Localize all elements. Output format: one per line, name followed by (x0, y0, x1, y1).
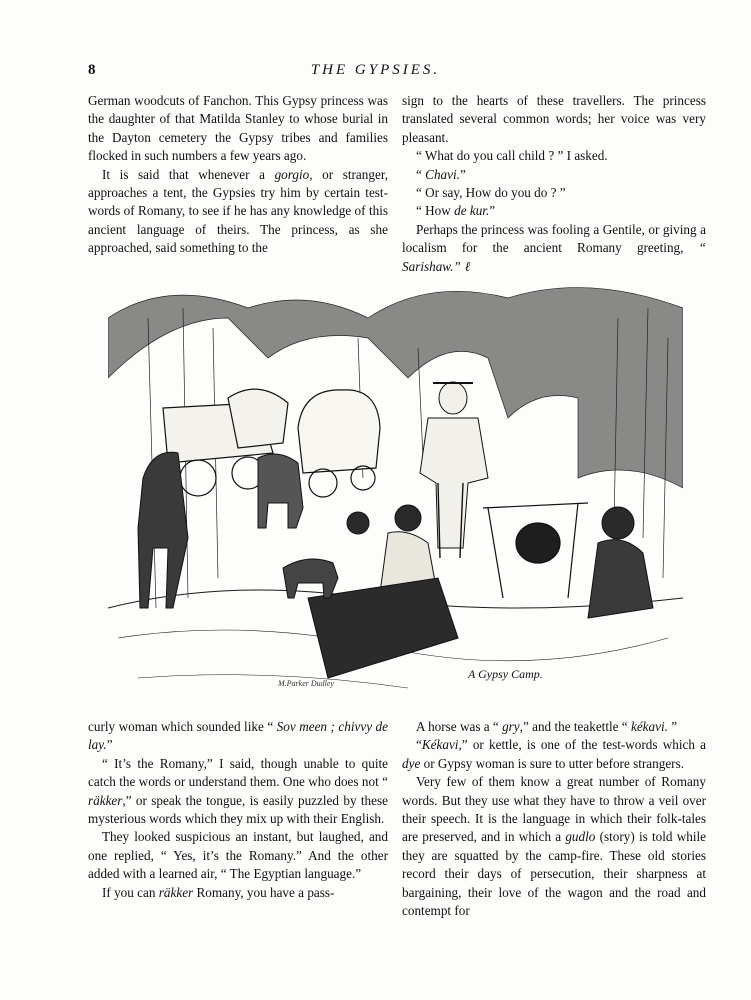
text-run: , or stranger, approaches a tent, the Gypsies try him by certain test-words of Romany, to see if he has any knowledge of this ancient language of theirs. The princess, as she approached, said something to the (88, 166, 388, 256)
text-run: A horse was a “ (416, 719, 503, 734)
text-run: ” (489, 203, 496, 219)
paragraph (88, 166, 388, 258)
romany-phrase: Sov meen ; chivvy de lay. (88, 719, 389, 753)
paragraph (402, 773, 706, 920)
romany-word: “ Sarishaw.” (402, 240, 706, 274)
text-run: Perhaps the princess was fooling a Gentile, or giving a localism for the ancient Romany greeting, (402, 221, 706, 256)
paragraph (402, 221, 706, 276)
paragraph (88, 718, 388, 755)
running-head: THE GYPSIES. (310, 62, 441, 78)
text-run: Romany, you have a pass- (193, 884, 335, 900)
romany-word: gry (502, 719, 520, 734)
text-column-bottom-right (402, 718, 706, 920)
romany-word: de kur. (454, 203, 490, 219)
text-run: ” (106, 737, 113, 753)
romany-word: räkker (158, 884, 194, 900)
dialogue-line: “ Or say, How do you do ? ” (416, 185, 566, 201)
paragraph (88, 755, 388, 829)
romany-word: kékavi. (630, 719, 668, 734)
text-run: curly woman which sounded like “ (88, 719, 277, 734)
text-run: ” (459, 166, 466, 182)
romany-word: Kékavi, (421, 737, 462, 753)
text-run: It is said that whenever a (102, 166, 275, 182)
wagon-covered (298, 390, 380, 497)
seated-women (308, 505, 653, 678)
kettle-tripod (483, 503, 588, 598)
text-run: “ (416, 166, 426, 182)
text-run: or Gypsy woman is sure to utter before strangers. (420, 755, 684, 771)
text-run: ,” and the teakettle “ (519, 719, 631, 734)
horse (138, 452, 303, 608)
text-run: ,” or speak the tongue, is easily puzzled by these mysterious words which they mix up with their English. (88, 792, 388, 827)
paragraph (88, 884, 388, 902)
text-column-bottom-left (88, 718, 388, 902)
romany-word: gudlo (565, 829, 596, 845)
artist-signature: M.Parker Dudley (278, 679, 334, 688)
text-run: “ (416, 737, 422, 753)
romany-word: gorgio (274, 166, 310, 182)
dialogue-line (402, 166, 706, 184)
gypsy-camp-illustration (108, 278, 683, 708)
standing-man (420, 382, 488, 558)
paragraph: They looked suspicious an instant, but laughed, and one replied, “ Yes, it’s the Romany.” And the other added with a learned air, “ The Egyptian language.” (88, 829, 388, 882)
text-run: “ It’s the Romany,” I said, though unable to quite catch the words or understand them. One who does not “ (88, 755, 388, 790)
paragraph: sign to the hearts of these travellers. The princess translated several common words; her voice was very pleasant. (402, 93, 706, 145)
text-run: “ How (416, 203, 455, 219)
flourish-mark: ℓ (464, 258, 471, 274)
paragraph (402, 718, 706, 736)
text-run: ” or kettle, is one of the test-words which a (461, 737, 706, 753)
romany-word: dye (402, 755, 421, 771)
page-number: 8 (88, 62, 96, 78)
paragraph (402, 736, 706, 773)
romany-word: räkker (88, 792, 123, 808)
romany-word: Chavi. (425, 166, 460, 182)
text-run: If you can (102, 884, 159, 900)
illustration-caption: A Gypsy Camp. (468, 667, 543, 681)
paragraph: German woodcuts of Fanchon. This Gypsy princess was the daughter of that Matilda Stanley to whose burial in the Dayton cemetery the Gypsy tribes and families flocked in such numbers a few years ago. (88, 93, 388, 164)
text-column-top-right (402, 92, 706, 276)
text-column-top-left (88, 92, 388, 258)
text-run: (story) is told while they are squatted by the camp-fire. These old stories record their days of persecution, their sharpness at bargaining, their love of the wagon and the road and contempt for (402, 829, 706, 919)
text-run: Very few of them know a great number of Romany words. But they use what they have to throw a veil over their speech. It is the language in which their folk-tales are preserved, and in which a (402, 774, 706, 845)
text-run: ” (667, 719, 678, 734)
dialogue-line: “ What do you call child ? ” I asked. (416, 148, 608, 164)
dialogue-line (402, 202, 706, 220)
